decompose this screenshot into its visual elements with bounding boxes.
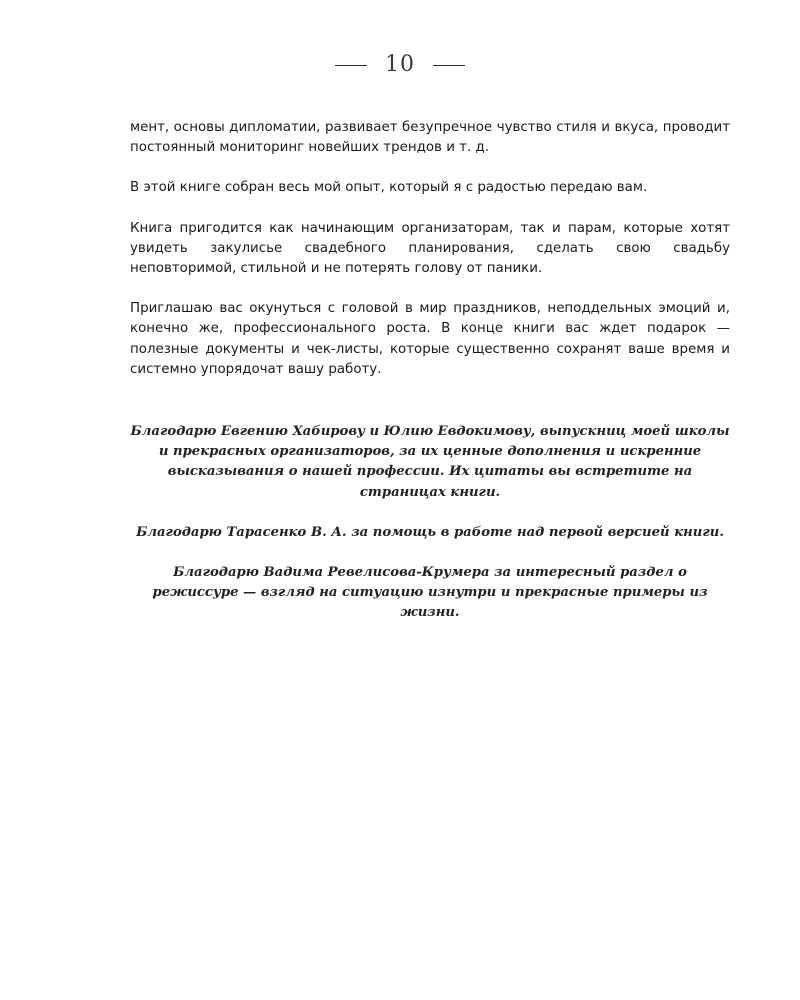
page-number: 10: [385, 52, 415, 77]
acknowledgement-paragraph: Благодарю Вадима Ревелисова-Крумера за интересный раздел о режиссуре — взгляд на ситуацию изнутри и прекрасные примеры из жизни.: [152, 565, 708, 621]
header-rule-right: [433, 65, 465, 66]
body-paragraph: Приглашаю вас окунуться с головой в мир праздников, неподдельных эмоций и, конечно же, профессионального роста. В конце книги вас ждет подарок — полезные документы и чек-листы, которые существенно сохранят ваше время и системно упорядочат вашу работу.: [130, 301, 730, 377]
page-header: [0, 50, 800, 80]
body-text: [130, 118, 730, 400]
body-paragraph: В этой книге собран весь мой опыт, который я с радостью передаю вам.: [130, 180, 648, 196]
body-paragraph: Книга пригодится как начинающим организаторам, так и парам, которые хотят увидеть закулисье свадебного планирования, сделать свою свадьбу неповторимой, стильной и не потерять голову от паники.: [130, 220, 730, 277]
acknowledgement-paragraph: Благодарю Евгению Хабирову и Юлию Евдокимову, выпускниц моей школы и прекрасных организаторов, за их ценные дополнения и искренние высказывания о нашей профессии. Их цитаты вы встретите на страницах книги.: [130, 424, 730, 500]
header-rule-left: [335, 65, 367, 66]
acknowledgements: [130, 422, 730, 644]
body-paragraph: мент, основы дипломатии, развивает безупречное чувство стиля и вкуса, проводит постоянный мониторинг новейших трендов и т. д.: [130, 120, 730, 156]
acknowledgement-paragraph: Благодарю Тарасенко В. А. за помощь в работе над первой версией книги.: [136, 524, 724, 540]
